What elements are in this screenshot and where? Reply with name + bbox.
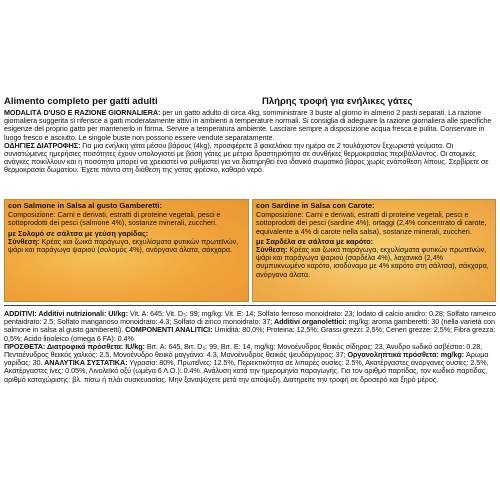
sardine-variety-panel [252, 199, 496, 302]
additives-gr-label: ΠΡΟΣΘΕΤΑ: Διατροφικά πρόσθετα: IU/kg: [4, 341, 145, 351]
additives-section [4, 310, 496, 384]
additives-it-text: Vit. A: 645; Vit. D₃: 99; mg/kg: Vit. E: 14; Solfato ferroso monoidrato: 23; Iodato di calcio anidro: 0.28; Solfato rameico pentaidrato: 2.5; Solfato manganoso monoidrato: 4.3; Solfato di zinco monoidrato: 37; [4, 309, 496, 327]
sensory-gr-text: Άρωμα γαρίδας: 30. [4, 350, 489, 368]
sardine-comp-text: Carni e derivati, estratti di proteine vegetali, pesci e sottoprodotti dei pesci (sardine 4%), ortaggi (2,4% concentrato di carote, equivalente a 4% di carote nella salsa), sostanze minerali, zuccheri. [256, 210, 487, 236]
additives-it-label: ADDITIVI: Additivi nutrizionali: UI/kg: [4, 309, 128, 318]
title-italian: Alimento completo per gatti adulti [4, 96, 158, 107]
sardine-comp-label: Composizione: [256, 210, 304, 219]
sensory-it-label: Additivi organolettici: [272, 317, 347, 327]
salmon-greek-title: με Σολομό σε σάλτσα με γεύση γαρίδας: [8, 228, 149, 238]
sardine-gr-label: Σύνθεση: [256, 244, 288, 254]
analytical-gr-label: ΑΝΑΛΥΤΙΚΑ ΣΥΣΤΑΤΙΚΑ: [42, 358, 128, 368]
salmon-comp-text: Carni e derivati, estratti di proteine vegetali, pesci e sottoprodotti dei pesci (salmone 4%), sostanze minerali, zuccheri. [8, 210, 221, 228]
feeding-gr-text: Για μια ενήλικη γάτα μέσου βάρους (4kg), προσφέρετε 3 φακελάκια την ημέρα σε 2 τουλάχιστον ξεχωριστά γεύματα. Οι συνιστώμενες ημερήσιες ποσότητες έχουν υπολογιστεί με βάση γάτες με μέτρια δραστηριότητα σε συνθήκες θερμοκρασίας περιβάλλοντος. Οι ατομικές ανάγκες ποικίλλουν και η ποσότητα μπορεί να χρειαστεί να ρυθμιστεί για να διατηρηθεί ένα ιδανικό σωματικό βάρος χωρίς ενάποθεση λίπους. Σερβίρετε σε θερμοκρασία δωματίου. Έχετε πάντα στη διάθεση της γάτας φρέσκο, καθαρό νερό. [4, 140, 489, 175]
title-greek: Πλήρης τροφή για ενήλικες γάτες [262, 96, 413, 107]
sardine-composition [253, 211, 495, 236]
analytical-it-text: Umidità: 80,0%; Proteina: 12,5%; Grassi grezzi: 2,5%; Ceneri grezze: 2,5%; Fibra grezza: 0,5%; Acido linoleico (omega 6 FA): 0.4% [4, 325, 496, 343]
salmon-greek-composition [5, 238, 248, 255]
salmon-title: con Salmone in Salsa al gusto Gamberetti: [8, 201, 163, 210]
sardine-greek-title: με Σαρδέλα σε σάλτσα με καρότο: [256, 236, 374, 246]
salmon-gr-text: Κρέας και ζωικά παράγωγα, εκχυλίσματα φυτικών πρωτεϊνών, ψάρι και παράγωγα ψαριού (σολομός 4%), ανόργανα άλατα, σάκχαρα. [8, 236, 239, 254]
feeding-gr-label: ΟΔΗΓΙΕΣ ΔΙΑΤΡΟΦΗΣ: [4, 140, 81, 150]
sardine-gr-text: Κρέας και ζωικά παράγωγα, εκχυλίσματα φυτικών πρωτεϊνών, ψάρι και παράγωγα ψαριού (σαρδέλα 4%), λαχανικά (2,4% συμπυκνωμένο καρότο, ισοδύναμο με 4% καρότο στη σάλτσα), σάκχαρα, ανόργανα άλατα. [256, 244, 489, 279]
feeding-italian [4, 109, 496, 142]
feeding-greek [4, 142, 496, 175]
salmon-composition [5, 211, 248, 228]
additives-gr-text: Βιτ. A: 645, Βιτ. D₃: 99, Βιτ. E: 14, mg/kg: Μονοένυδρος θειικός σίδηρος: 23, Άνυδρο ιωδικό ασβέστιο: 0.28, Πενταένυδρος θειικός χαλκός: 2.5, Μονοένυδρο θειικό μαγγάνιο: 4.3, Μονοένυδρος θειικός ψευδάργυρος: 37; [4, 341, 483, 360]
feeding-instructions [4, 109, 496, 197]
feeding-it-label: MODALITÀ D'USO E RAZIONE GIORNALIERA: [4, 109, 161, 117]
sardine-title: con Sardine in Salsa con Carote: [256, 201, 375, 210]
salmon-comp-label: Composizione: [8, 210, 56, 219]
sensory-gr-label: Οργανοληπτικά πρόσθετα: mg/kg: [345, 350, 465, 360]
analytical-it-label: COMPONENTI ANALITICI: [123, 325, 213, 335]
product-title [4, 96, 496, 107]
additives-italian [4, 310, 496, 343]
salmon-gr-label: Σύνθεση: [8, 236, 40, 246]
sensory-it-text: mg/kg: aroma gamberetti: 30 (nella varietà con salmone in salsa al gusto gamberetti). [4, 317, 495, 335]
salmon-variety-panel [4, 199, 249, 302]
feeding-it-text: per un gatto adulto di circa 4kg, somministrare 3 buste al giorno in almeno 2 pasti separati. La razione giornaliera suggerita si riferisce a gatti moderatamente attivi in ambienti a temperature normali. Si consiglia di adeguare la razione giornaliera alle specifiche esigenze del proprio gatto per mantenerlo in forma. Servire a temperatura ambiente. Lasciare sempre a disposizione acqua fresca e pulita. Conservare in luogo fresco e asciutto. Le singole buste non possono essere vendute separatamente. [4, 109, 492, 142]
additives-greek [4, 343, 496, 384]
section-divider [4, 305, 496, 306]
analytical-gr-text: Υγρασία: 80%, Πρωτεΐνες: 12.5%, Περιεκτικότητα σε λιπαρές ουσίες: 2.5%, Ακατέργαστες ανόργανες ουσίες: 2.5%, Ακατέργαστες ίνες: 0.05%, Λινολεϊκό οξύ (ωμέγα 6 Λ.Ο.): 0.4%. Ανάλυση κατά την ημερομηνία παραγωγής. Για τον αριθμό παρτίδας, τον κωδικό παρτίδας, αριθμό καταχώρισης: βλ. πίσω ή πλάι συσκευασίας. Μην ξαναψύχετε μετά την απόψυξη. Διατηρείτε την τροφή σε δροσερό και ξηρό μέρος. [4, 358, 489, 384]
sardine-greek-composition [253, 246, 495, 279]
